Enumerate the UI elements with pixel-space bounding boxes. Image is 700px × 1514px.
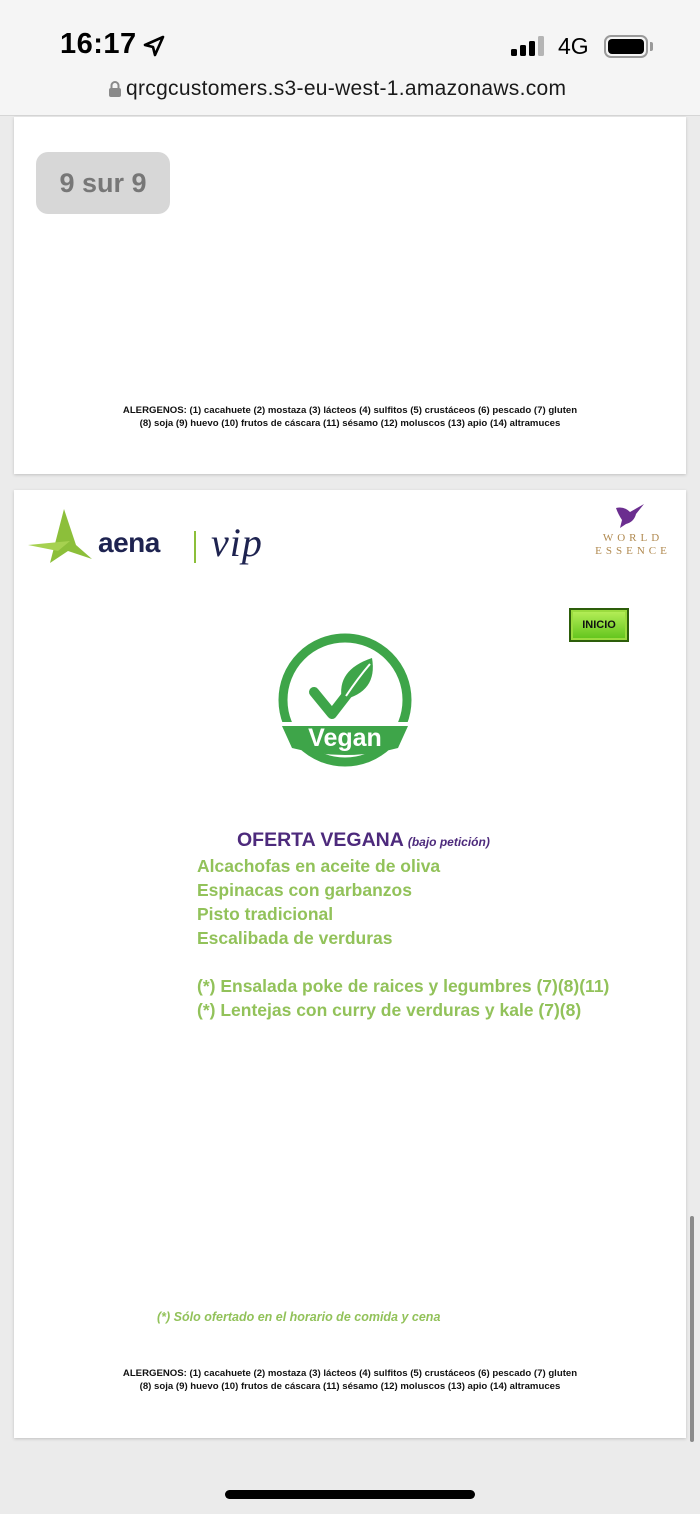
- world-essence-line-2: ESSENCE: [595, 545, 671, 557]
- aena-wing-icon: [28, 507, 94, 563]
- lock-icon: [108, 80, 122, 98]
- menu-item: Espinacas con garbanzos: [197, 880, 412, 900]
- allergens-legend: [14, 1367, 686, 1393]
- world-essence-line-1: WORLD: [602, 532, 664, 544]
- vip-wordmark: vip: [211, 520, 263, 565]
- logo-divider: [194, 531, 196, 563]
- cellular-signal-icon: [511, 36, 547, 56]
- offer-title: [237, 829, 490, 852]
- offer-title-text: OFERTA VEGANA: [237, 829, 404, 851]
- pdf-page-previous: [14, 117, 686, 474]
- vegan-badge-icon: [270, 630, 420, 775]
- battery-tip: [650, 42, 653, 51]
- url-text: qrcgcustomers.s3-eu-west-1.amazonaws.com: [126, 77, 567, 100]
- allergens-line-2: (8) soja (9) huevo (10) frutos de cáscara (11) sésamo (12) moluscos (13) apio (14) altramuces: [139, 1381, 561, 1392]
- home-indicator[interactable]: [225, 1490, 475, 1499]
- offer-subtitle: (bajo petición): [407, 835, 490, 849]
- battery-icon: [604, 35, 648, 58]
- page-indicator-badge: 9 sur 9: [36, 152, 170, 214]
- pdf-page-vegan-menu: [14, 490, 686, 1438]
- aena-wordmark: aena: [98, 527, 160, 558]
- menu-item: Alcachofas en aceite de oliva: [197, 856, 441, 876]
- allergens-line-1: ALERGENOS: (1) cacahuete (2) mostaza (3) lácteos (4) sulfitos (5) crustáceos (6) pescado (7) gluten: [122, 1368, 578, 1379]
- world-essence-logo: [588, 532, 678, 558]
- network-type: 4G: [558, 33, 589, 59]
- inicio-button[interactable]: INICIO: [569, 608, 629, 642]
- scrollbar[interactable]: [690, 1216, 694, 1442]
- menu-item: Pisto tradicional: [197, 904, 334, 924]
- address-bar[interactable]: [0, 70, 700, 116]
- location-arrow-icon: [142, 34, 166, 58]
- allergens-legend: [14, 404, 686, 430]
- footnote: (*) Sólo ofertado en el horario de comida y cena: [157, 1310, 441, 1324]
- menu-item-special: (*) Lentejas con curry de verduras y kale (7)(8): [197, 1000, 582, 1020]
- vegan-label: Vegan: [308, 724, 382, 752]
- menu-item: Escalibada de verduras: [197, 928, 393, 948]
- aena-vip-logo: [28, 505, 263, 563]
- hummingbird-icon: [614, 502, 646, 528]
- allergens-line-1: ALERGENOS: (1) cacahuete (2) mostaza (3) lácteos (4) sulfitos (5) crustáceos (6) pescado (7) gluten: [122, 405, 578, 416]
- status-bar: [0, 0, 700, 70]
- menu-item-special: (*) Ensalada poke de raices y legumbres (7)(8)(11): [197, 976, 610, 996]
- status-time: 16:17: [60, 28, 137, 60]
- allergens-line-2: (8) soja (9) huevo (10) frutos de cáscara (11) sésamo (12) moluscos (13) apio (14) altramuces: [139, 418, 561, 429]
